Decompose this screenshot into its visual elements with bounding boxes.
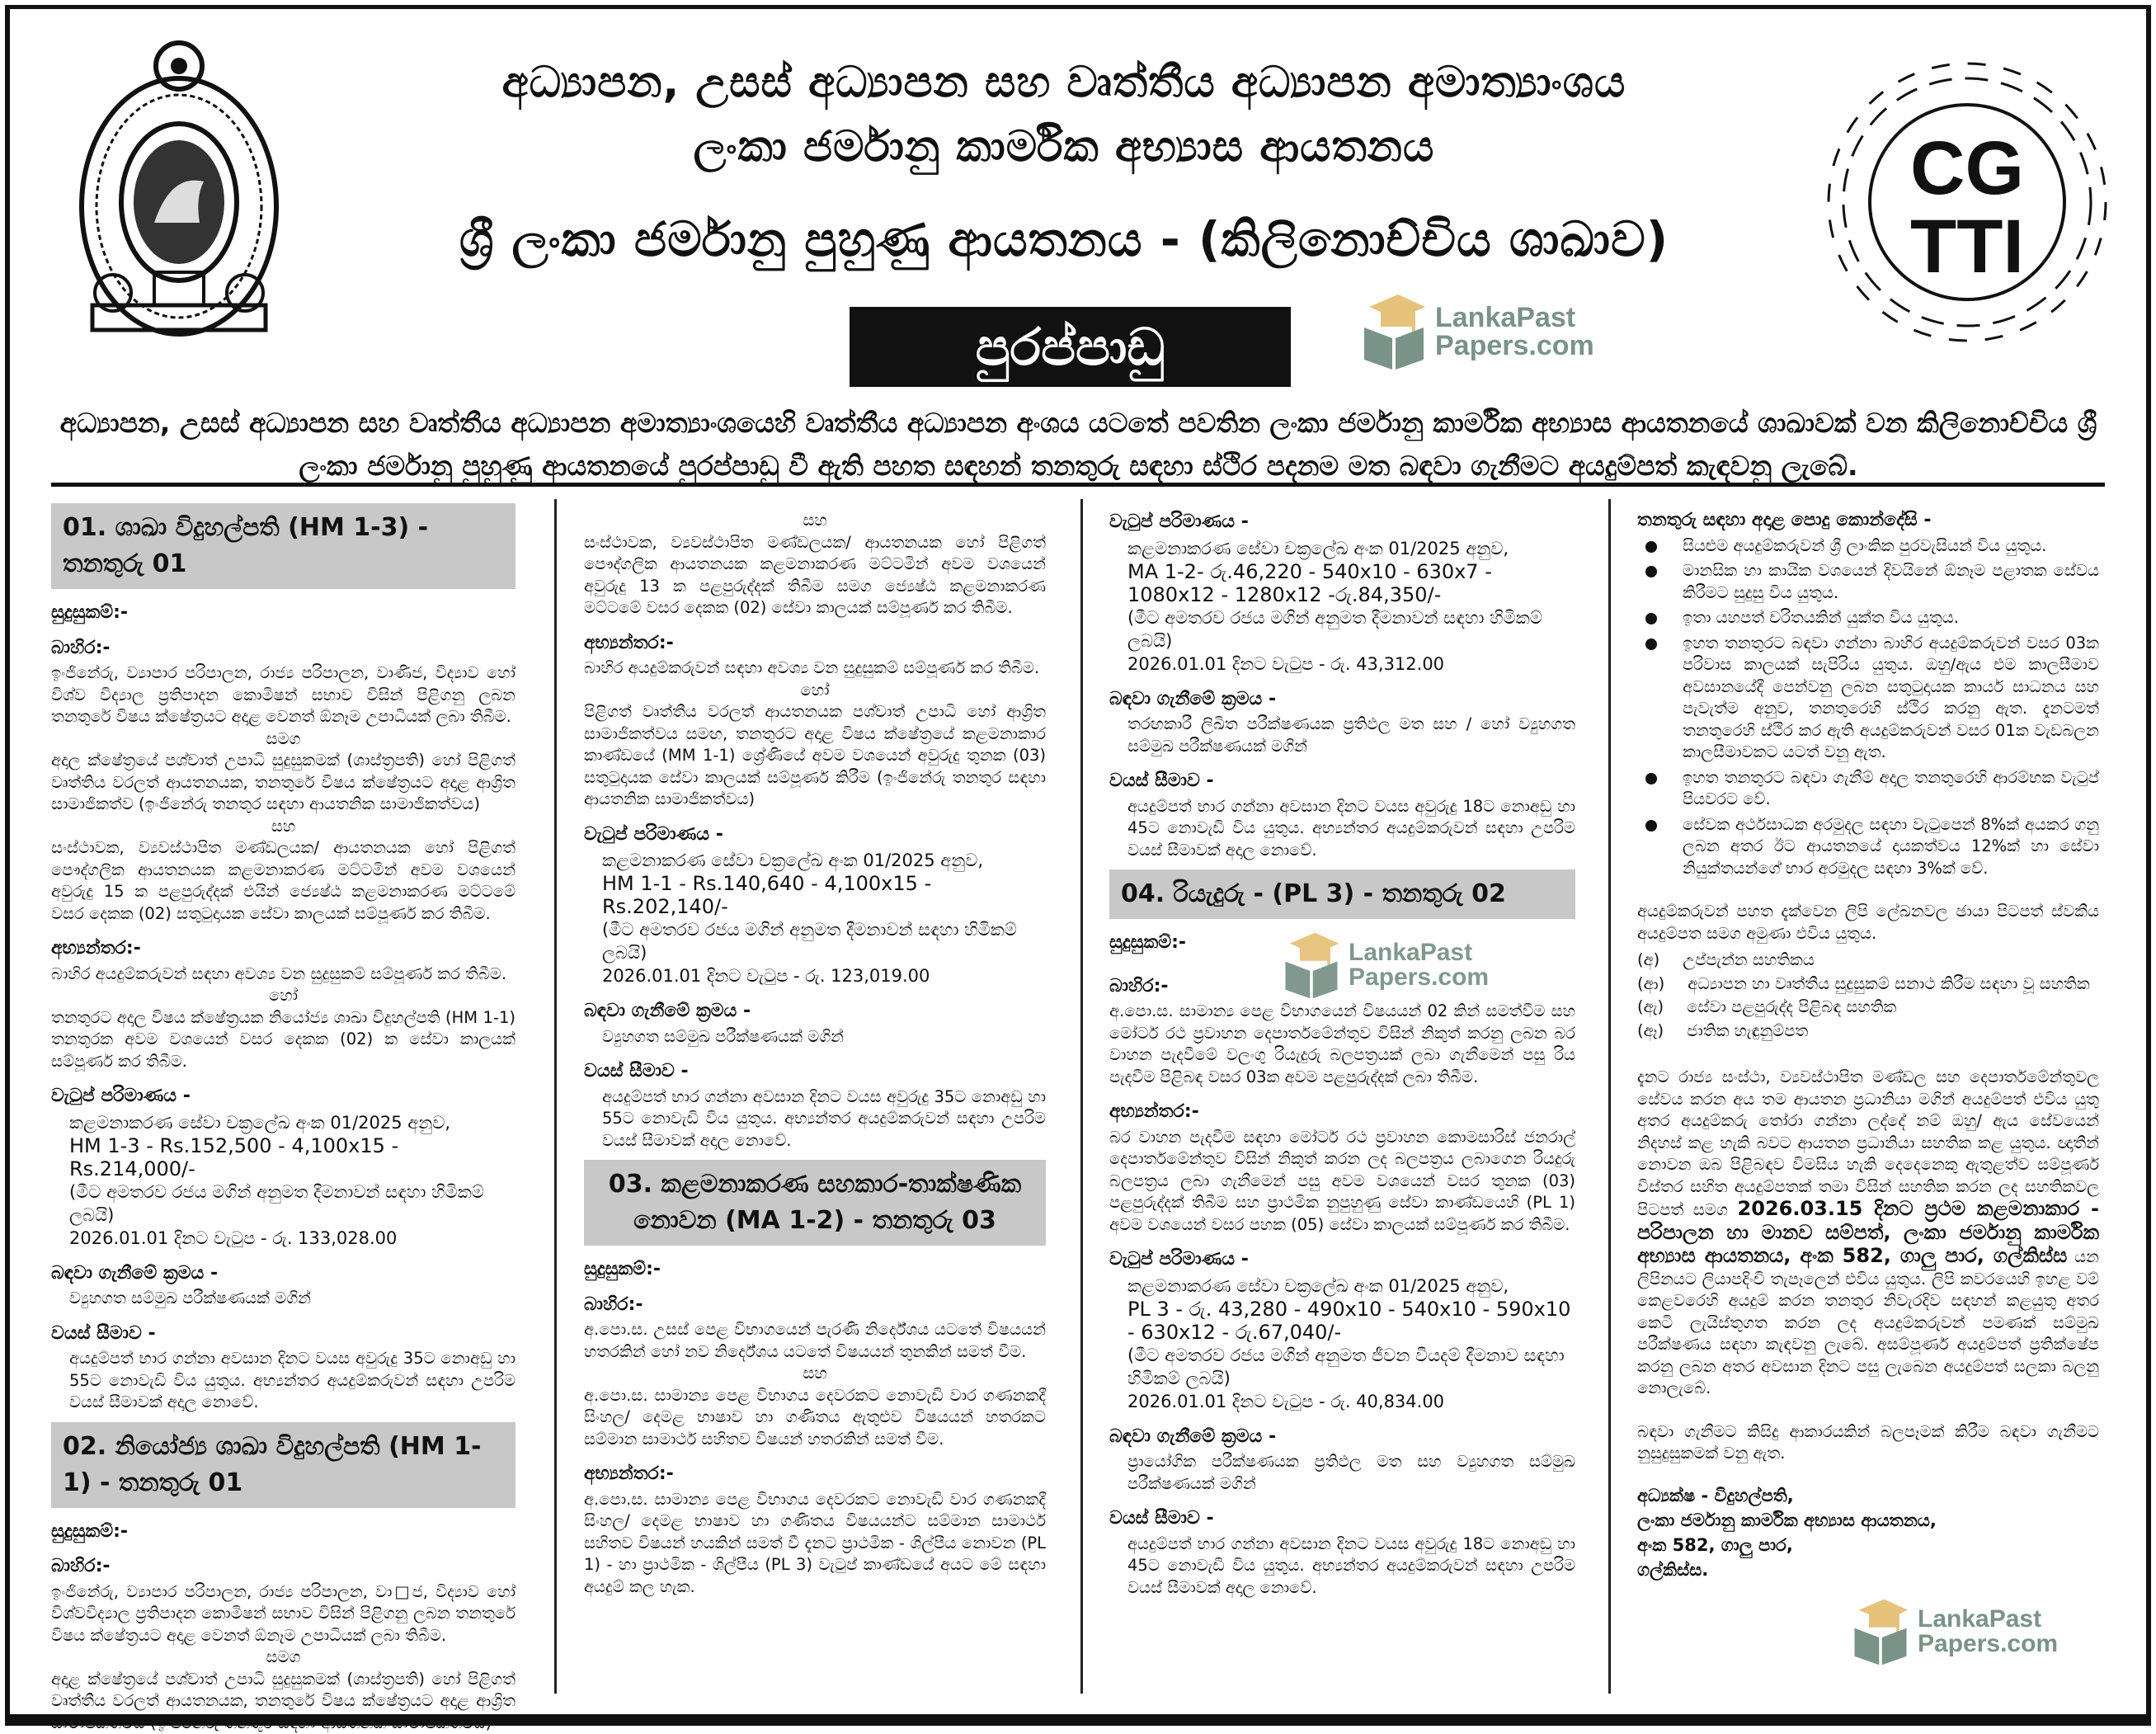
watermark-logo: LankaPast Papers.com <box>1852 1592 2058 1671</box>
column-4 <box>1637 495 2099 1706</box>
column-divider <box>554 499 557 1694</box>
column-2: සහ සංස්ථාවක, ව්‍යවස්ථාපිත මණ්ඩලයක/ ආයතනයක හෝ පිළිගත් පෞද්ගලික ආයතනයක කළමනාකරණ මට්ටමින් අවම වශයෙන් අවුරුදු 13 ක පළපුරුද්දක් තිබීම සමග ජ්‍යෙෂ්ඨ කළමනාකරණ මට්ටමේ වසර දෙකක (02) සේවා කාලයක් සම්පූර්ණ කර තිබීම. අභ්‍යන්තර:- බාහිර අයදුම්කරුවන් සඳහා අවශ්‍ය වන සුදුසුකම් සම්පූර්ණ කර තිබීම. හෝ පිළිගත් වෘත්තීය වරලත් ආයතනයක පශ්චාත් උපාධි හෝ ආශ්‍රිත සාමාජිකත්වය සමඟ, තනතුරට අදාළ විෂය ක්ෂේත්‍රයේ කළමනාකාර කාණ්ඩයේ (MM 1-1) ශ්‍රේණියේ අවම වශයෙන් අවුරුදු තුනක (03) සතුටුදායක සේවා කාලයක් සම්පූර්ණ කිරීම (ඉංජිනේරු තනතුර සඳහා ආයතනික සාමාජිකත්වය) වැටුප් පරිමාණය - කළමනාකරණ සේවා චක්‍රලේඛ අංක 01/2025 අනුව, HM 1-1 - Rs.140,640 - 4,100x15 - Rs.202,140/- (මීට අමතරව රජය මගින් අනුමත දීමනාවන් සඳහා හිමිකම් ලබයි) 2026.01.01 දිනට වැටුප - රු. 123,019.00 බඳවා ගැනීමේ ක්‍රමය - ව්‍යුහගත සම්මුඛ පරීක්ෂණයක් මගින් වයස් සීමාව - අයදුම්පත් භාර ගන්නා අවසාන දිනට වයස අවුරුදු 35ට නොඅඩු හා 55ට නොවැඩි විය යුතුය. අභ්‍යන්තර අයදුම්කරුවන් සඳහා උපරිම වයස් සීමාවක් අදාල නොවේ. 03. කළමනාකරණ සහකාර-තාක්ෂණික නොවන (MA 1-2) - තනතුරු 03 සුදුසුකම්:- බාහිර:- අ.පො.ස. උසස් පෙළ විභාගයෙන් පැරණි නිර්දේශය යටතේ විෂයයන් හතරකින් හෝ නව නිර්දේශය යටතේ විෂයයන් තුනකින් සමත් වීම. සහ අ.පො.ස. සාමාන්‍ය පෙළ විභාගය දෙවරකට නොවැඩි වාර ගණනකදී සිංහල/ දෙමළ භාෂාව හා ගණිතය ඇතුළුව විෂයයන් හතරකට සම්මාන සාමාර්ථ සහිතව විෂයන් හතරකින් සමත් වීම. අභ්‍යන්තර:- අ.පො.ස. සාමාන්‍ය පෙළ විභාගය දෙවරකට නොවැඩි වාර ගණනකදී සිංහල/ දෙමළ භාෂාව හා ගණිතය විෂයයන්ට සම්මාන සාමාර්ථ සහිතව විෂයන් හයකින් සමත් වී දැනට ප්‍රාථමික - ශිල්පීය නොවන (PL 1) - හා ප්‍රාථමික - ශිල්පීය (PL 3) වැටුප් කාණ්ඩයේ අයට මේ සඳහා අයදුම් කල හැක. <box>584 511 1046 1596</box>
institute-title: ලංකා ජර්මානු කාර්මික අභ්‍යාස ආයතනය <box>693 122 1435 172</box>
list-item: (ඈ) ජාතික හැඳුනුම්පත <box>1637 1020 1809 1040</box>
branch-title: ශ්‍රී ලංකා ජර්මානු පුහුණු ආයතනය - (කිලිනොච්චිය ශාඛාව) <box>459 211 1669 267</box>
position-3-heading: 03. කළමනාකරණ සහකාර-තාක්ෂණික නොවන (MA 1-2) - තනතුරු 03 <box>584 1160 1046 1246</box>
watermark-logo: LankaPast Papers.com <box>1361 290 1594 373</box>
list-item: (ඇ) සේවා පළපුරුද්ද පිළිබඳ සහතික <box>1637 997 1897 1016</box>
column-3: වැටුප් පරිමාණය - කළමනාකරණ සේවා චක්‍රලේඛ අංක 01/2025 අනුව, MA 1-2- රු.46,220 - 540x10 - 630x7 - 1080x12 - 1280x12 -රු.84,350/- (මීට අමතරව රජය මගින් අනුමත දීමනාවන් සඳහා හිමිකම් ලබයි) 2026.01.01 දිනට වැටුප - රු. 43,312.00 බඳවා ගැනීමේ ක්‍රමය - තරඟකාරී ලිඛිත පරීක්ෂණයක ප්‍රතිඵල මත සහ / හෝ ව්‍යුහගත සම්මුඛ පරීක්ෂණයක් මගින් වයස් සීමාව - අයදුම්පත් භාර ගන්නා අවසාන දිනට වයස අවුරුදු 18ට නොඅඩු හා 45ට නොවැඩි විය යුතුය. අභ්‍යන්තර අයදුම්කරුවන් සඳහා උපරිම වයස් සීමාවක් අදාල නොවේ. 04. රියැදුරු - (PL 3) - තනතුරු 02 සුදුසුකම්:- බාහිර:- අ.පො.ස. සාමාන්‍ය පෙළ විභාගයෙන් විෂයයන් 02 කින් සමත්වීම සහ මෝටර් රථ ප්‍රවාහන දෙපාර්තමේන්තුව විසින් නිකුත් කරනු ලබන බර වාහන පැදවීමේ වලංගු රියැදුරු බලපත්‍රයක් ලබා ගැනීමෙන් පසු රිය පැදවීම පිළිබඳ වසර 03ක අවම පළපුරුද්දක් ලබා තිබීම. අභ්‍යන්තර:- බර වාහන පැදවීම සඳහා මෝටර් රථ ප්‍රවාහන කොමසාරිස් ජනරාල් දෙපාර්තමේන්තුව විසින් නිකුත් කරන ලද බලපත්‍රය ලබාගෙන රියදුරු බලපත්‍රය ලබා ගැනීමෙන් පසු අවම වශයෙන් වසර තුනක (03) පළපුරුද්දක් තිබීම සහ ප්‍රාථමික නුපුහුණු සේවා කාණ්ඩයෙහි (PL 1) අවම වශයෙන් වසර පහක (05) සේවා කාලයක් සම්පූර්ණ කර තිබීම. වැටුප් පරිමාණය - කළමනාකරණ සේවා චක්‍රලේඛ අංක 01/2025 අනුව, PL 3 - රු. 43,280 - 490x10 - 540x10 - 590x10 - 630x12 - රු.67,040/- (මීට අමතරව රජය මගින් අනුමත ජීවන වියදම් දීමනාව සඳහා හිමිකම් ලබයි) 2026.01.01 දිනට වැටුප - රු. 40,834.00 බඳවා ගැනීමේ ක්‍රමය - ප්‍රායෝගික පරීක්ෂණයක ප්‍රතිඵල මත සහ ව්‍යුහගත සම්මුඛ පරීක්ෂණයක් මගින් වයස් සීමාව - අයදුම්පත් භාර ගන්නා අවසාන දිනට වයස අවුරුදු 18ට නොඅඩු හා 45ට නොවැඩි විය යුතුය. අභ්‍යන්තර අයදුම්කරුවන් සඳහා උපරිම වයස් සීමාවක් අදාල නොවේ. <box>1109 511 1575 1597</box>
list-item: සියළුම අයදුම්කරුවන් ශ්‍රී ලාංකික පුරවැසියන් විය යුතුය. <box>1637 535 2099 558</box>
list-item: ඉතා යහපත් චරිතයකින් යුක්ත විය යුතුය. <box>1637 607 2099 629</box>
list-item: සේවක අර්ථසාධක අරමුදල සඳහා වැටුපෙන් 8%ක් අයකර ගනු ලබන අතර ඊට ආයතනයේ දායකත්වය 12%ක් හා සේවා නියුක්තයන්ගේ භාර අරමුදල සඳහා 3%ක් වේ. <box>1637 814 2099 880</box>
watermark-logo: LankaPast Papers.com <box>1283 926 1489 1005</box>
vacancies-banner: පුරප්පාඩු <box>850 307 1291 387</box>
closing-date-address: 2026.03.15 දිනට ප්‍රථම කළමනාකාර - පරිපාලන හා මානව සම්පත්, ලංකා ජර්මානු කාර්මික අභ්‍යාස ආයතනය, අංක 582, ගාලු පාර, ගල්කිස්ස <box>1637 1197 2100 1267</box>
list-item: මානසික හා කායික වශයෙන් දිවයිනේ ඕනෑම පළාතක සේවය කිරීමට සුදුසු විය යුතුය. <box>1637 560 2099 604</box>
salary-block: කළමනාකරණ සේවා චක්‍රලේඛ අංක 01/2025 අනුව, PL 3 - රු. 43,280 - 490x10 - 540x10 - 590x10 - 630x12 - රු.67,040/- (මීට අමතරව රජය මගින් අනුමත ජීවන වියදම් දීමනාව සඳහා හිමිකම් ලබයි) 2026.01.01 දිනට වැටුප - රු. 40,834.00 <box>1127 1275 1571 1411</box>
position-2-heading: 02. නියෝජ්‍ය ශාඛා විදුහල්පති (HM 1-1) - තනතුරු 01 <box>51 1422 515 1508</box>
sri-lanka-emblem-icon <box>76 33 282 346</box>
salary-block: කළමනාකරණ සේවා චක්‍රලේඛ අංක 01/2025 අනුව, HM 1-1 - Rs.140,640 - 4,100x15 - Rs.202,140/- (මීට අමතරව රජය මගින් අනුමත දීමනාවන් සඳහා හිමිකම් ලබයි) 2026.01.01 දිනට වැටුප - රු. 123,019.00 <box>602 851 1017 986</box>
graduation-book-icon <box>1361 290 1427 373</box>
influence-warning: බඳවා ගැනීමට කිසිදු ආකාරයකින් බලපෑමක් කිරීම බඳවා ගැනීමට නුසුදුසුකමක් වනු ඇත. <box>1637 1421 2099 1463</box>
graduation-book-icon <box>1283 926 1340 1005</box>
position-1-heading: 01. ශාඛා විදුහල්පති (HM 1-3) - තනතුරු 01 <box>51 503 515 589</box>
documents-intro: අයදුම්කරුවන් පහත දැක්වෙන ලිපි ලේඛනවල ඡායා පිටපත් ස්වකීය අයදුම්පත සමග අමුණා එවිය යුතුය. <box>1637 902 2099 943</box>
intro-paragraph: අධ්‍යාපන, උසස් අධ්‍යාපන සහ වෘත්තීය අධ්‍යාපන අමාත්‍යාංශයෙහි වෘත්තීය අධ්‍යාපන අංශය යටතේ පවතින ලංකා ජර්මානු කාර්මික අභ්‍යාස ආයතනයේ ශාඛාවක් වන කිලිනොච්චිය ශ්‍රී ලංකා ජර්මානු පුහුණු ආයතනයේ පුරප්පාඩු වී ඇති පහත සඳහන් තනතුරු සඳහා ස්ථිර පදනම මත බඳවා ගැනීමට අයදුම්පත් කැඳවනු ලැබේ. <box>59 407 2097 482</box>
position-4-heading: 04. රියැදුරු - (PL 3) - තනතුරු 02 <box>1109 869 1575 919</box>
header-divider <box>51 483 2105 487</box>
list-item: ඉහත තනතුරට බඳවා ගැනීම් අදාල තනතුරෙහි ආරම්භක වැටුප් පියවරට වේ. <box>1637 767 2099 811</box>
column-1: 01. ශාඛා විදුහල්පති (HM 1-3) - තනතුරු 01 සුදුසුකම්:- බාහිර:- ඉංජිනේරු, ව්‍යාපාර පරිපාලන, රාජ්‍ය පරිපාලන, වාණිජ, විද්‍යාව හෝ විශ්ව විද්‍යාල ප්‍රතිපාදන කොමිෂන් සභාව විසින් පිළිගනු ලබන තනතුරේ විෂය ක්ෂේත්‍රයට අදාළ වෙනත් ඕනෑම උපාධියක් ලබා තිබීම. සමග අදාල ක්ෂේත්‍රයේ පශ්චාත් උපාධි සුදුසුකමක් (ශාස්ත්‍රපති) හෝ පිළිගත් වෘත්තිය වරලත් ආයතනයක, තනතුරේ විෂය ක්ෂේත්‍රයට අදාළ ආශ්‍රිත සාමාජිකත්ව (ඉංජිනේරු තනතුර සඳහා ආයතනික සාමාජිකත්වය) සහ සංස්ථාවක, ව්‍යවස්ථාපිත මණ්ඩලයක/ ආයතනයක හෝ පිළිගත් පෞද්ගලික ආයතනයක කළමනාකරණ මට්ටමින් අවම වශයෙන් අවුරුදු 15 ක පළපුරුද්දක් එයින් ජ්‍යෙෂ්ඨ කළමනාකරණ මට්ටමේ වසර දෙකක (02) සතුටුදායක සේවා කාලයක් සම්පූර්ණ කර තිබීම. අභ්‍යන්තර:- බාහිර අයදුම්කරුවන් සඳහා අවශ්‍ය වන සුදුසුකම් සම්පූර්ණ කර තිබීම. හෝ තනතුරට අදාල විෂය ක්ෂේත්‍රයක නියෝජ්‍ය ශාඛා විදුහල්පති (HM 1-1) තනතුරක අවම වශයෙන් වසර දෙකක (02) ක සේවා කාලයක් සම්පූර්ණ කර තිබීම. වැටුප් පරිමාණය - කළමනාකරණ සේවා චක්‍රලේඛ අංක 01/2025 අනුව, HM 1-3 - Rs.152,500 - 4,100x15 - Rs.214,000/- (මීට අමතරව රජය මගින් අනුමත දීමනාවන් සඳහා හිමිකම් ලබයි) 2026.01.01 දිනට වැටුප - රු. 133,028.00 බඳවා ගැනීමේ ක්‍රමය - ව්‍යුහගත සම්මුඛ පරීක්ෂණයක් මගින් වයස් සීමාව - අයදුම්පත් භාර ගන්නා අවසාන දිනට වයස අවුරුදු 35ට නොඅඩු හා 55ට නොවැඩි විය යුතුය. අභ්‍යන්තර අයදුම්කරුවන් සඳහා උපරිම වයස් සීමාවක් අදාල නොවේ. 02. නියෝජ්‍ය ශාඛා විදුහල්පති (HM 1-1) - තනතුරු 01 සුදුසුකම්:- බාහිර:- ඉංජිනේරු, ව්‍යාපාර පරිපාලන, රාජ්‍ය පරිපාලන, වා□ජ, විද්‍යාව හෝ විශ්වවිද්‍යාල ප්‍රතිපාදන කොමිෂන් සභාව විසින් පිළිගනු ලබන තනතුරේ විෂය ක්ෂේත්‍රයට අදාළ වෙනත් ඕනෑම උපාධියක් ලබා තිබීම. සමග අදාළ ක්ෂේත්‍රයේ පශ්චාත් උපාධි සුදුසුකමක් (ශාස්ත්‍රපති) හෝ පිළිගත් වෘත්තීය වරලත් ආයතනයක, තනතුරේ විෂය ක්ෂේත්‍රයට අදාළ ආශ්‍රිත සාමාජිකත්වය (ඉංජිනේරු තනතුර සඳහා ආයතනික සාමාජිකත්වය) <box>51 495 515 1706</box>
list-item: (ආ) අධ්‍යාපන හා වෘත්තීය සුදුසුකම් සනාථ කිරීම සඳහා වූ සහතික <box>1637 973 2090 993</box>
salary-block: කළමනාකරණ සේවා චක්‍රලේඛ අංක 01/2025 අනුව, HM 1-3 - Rs.152,500 - 4,100x15 - Rs.214,000/- (මීට අමතරව රජය මගින් අනුමත දීමනාවන් සඳහා හිමිකම් ලබයි) 2026.01.01 දිනට වැටුප - රු. 133,028.00 <box>69 1112 484 1248</box>
documents-list <box>1637 949 2099 1042</box>
column-divider <box>1080 499 1083 1694</box>
column-divider <box>1608 499 1611 1694</box>
svg-text:TTI: TTI <box>1910 205 2024 289</box>
signature-block: අධ්‍යක්ෂ - විදුහල්පති, ලංකා ජර්මානු කාර්මික අභ්‍යාස ආයතනය, අංක 582, ගාලු පාර, ගල්කිස්ස. <box>1637 1485 1937 1580</box>
ministry-title: අධ්‍යාපන, උසස් අධ්‍යාපන සහ වෘත්තීය අධ්‍යාපන අමාත්‍යාංශය <box>501 58 1626 107</box>
cgtti-gear-logo-icon <box>1810 45 2124 359</box>
salary-block: කළමනාකරණ සේවා චක්‍රලේඛ අංක 01/2025 අනුව, MA 1-2- රු.46,220 - 540x10 - 630x7 - 1080x12 - 1280x12 -රු.84,350/- (මීට අමතරව රජය මගින් අනුමත දීමනාවන් සඳහා හිමිකම් ලබයි) 2026.01.01 දිනට වැටුප - රු. 43,312.00 <box>1127 538 1542 674</box>
graduation-book-icon <box>1852 1592 1909 1671</box>
list-item: (අ) උප්පැන්න සහතිකය <box>1637 950 1815 969</box>
svg-text:CG: CG <box>1910 126 2024 210</box>
general-conditions-list <box>1637 535 2099 880</box>
general-conditions-heading: තනතුරු සඳහා අදාළ පොදු කොන්දේසි - <box>1637 510 1932 530</box>
list-item: ඉහත තනතුරට බඳවා ගන්නා බාහිර අයදුම්කරුවන් වසර 03ක පරිවාස කාලයක් සැපිරිය යුතුය. ඔහු/ඇය එම කාලසීමාව අවසානයේදී පෙන්වනු ලබන සතුටුදායක කාර්ය සාධනය සහ පැවැත්ම අනුව, තනතුරෙහි ස්ථිර කරනු ඇත. දැනටමත් තනතුරෙහි ස්ථිර කර ඇති අයදුම්කරුවන් වසර 01ක වැඩබලන කාලසීමාවකට යටත් වනු ඇත. <box>1637 633 2099 764</box>
application-instructions: දැනට රාජ්‍ය සංස්ථා, ව්‍යවස්ථාපිත මණ්ඩල සහ දෙපාර්තමේන්තුවල සේවය කරන අය තම ආයතන ප්‍රධානියා මගින් අයදුම්පත් එවිය යුතු අතර අයදුම්කරු තෝරා ගන්නා ලද්දේ නම් ඔහු/ ඇය සේවයෙන් නිදහස් කළ හැකි බවට ආයතන ප්‍රධානියා සහතික කළ යුතුය. ඥාතීන් නොවන ඔබ පිළිබඳව විමසිය හැකි දෙදෙනෙකු ඇතුළත්ව සම්පූර්ණ විස්තර සහිත අයදුම්පතක් තමා විසින් සහතික කරන ලද සහතිකවල පිටපත් සමග 2026.03.15 දිනට ප්‍රථම කළමනාකාර - පරිපාලන හා මානව සම්පත්, ලංකා ජර්මානු කාර්මික අභ්‍යාස ආයතනය, අංක 582, ගාලු පාර, ගල්කිස්ස යන ලිපිනයට ලියාපදිංචි තැපෑලෙන් එවිය යුතුය. ලිපි කවරයෙහි ඉහළ වම් කෙළවරෙහි අයදුම් කරන තනතුර නිවැරදිව සඳහන් කළයුතු අතර කෙටි ලැයිස්තුගත කරන ලද අයදුම්කරුවන් පමණක් සම්මුඛ පරීක්ෂණය සඳහා කැඳවනු ලැබේ. අසම්පූර්ණ අයදුම්පත් ප්‍රතික්ෂේප කරනු ලබන අතර අවසාන දිනට පසු ලැබෙන අයදුම්පත් සලකා බලනු නොලැබේ. <box>1637 1067 2100 1397</box>
